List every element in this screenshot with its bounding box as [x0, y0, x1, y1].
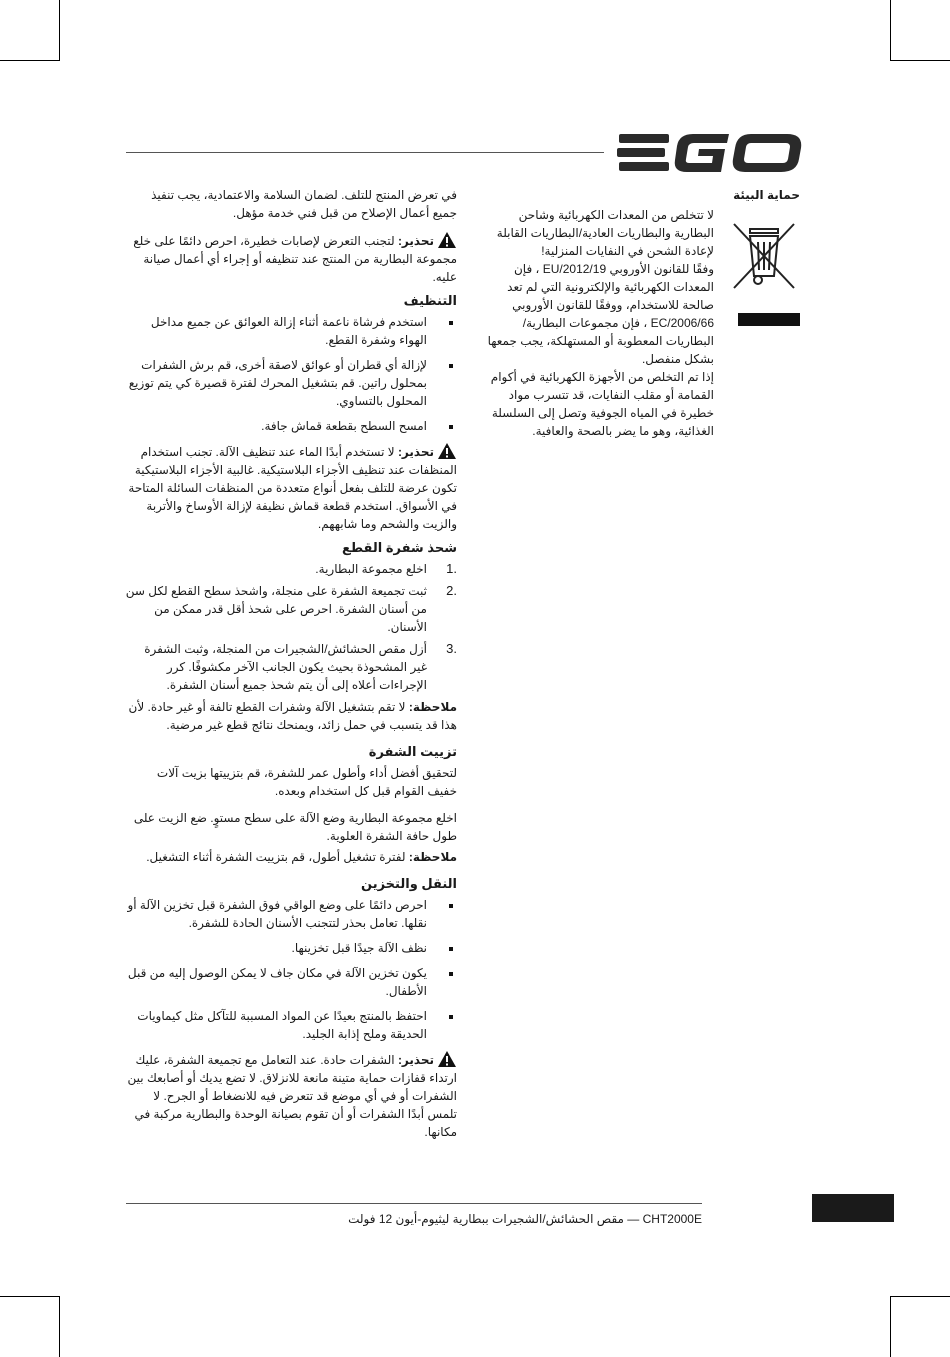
warning-triangle-icon [437, 442, 457, 460]
step-item [125, 560, 457, 578]
list-item: استخدم فرشاة ناعمة أثناء إزالة العوائق عن جميع مداخل الهواء وشفرة القطع. [125, 313, 457, 349]
list-item: امسح السطح بقطعة قماش جافة. [125, 417, 457, 435]
footer-rule [126, 1203, 702, 1204]
list-item: لإزالة أي قطران أو عوائق لاصقة أخرى، قم برش الشفرات بمحلول راتين. قم بتشغيل المحرك لفترة قصيرة كي يتم توزيع المحلول بالتساوي. [125, 356, 457, 410]
list-item: نظف الآلة جيدًا قبل تخزينها. [125, 939, 457, 957]
environment-section [478, 186, 800, 440]
step-number: 2. [446, 583, 457, 598]
environment-paragraph: إذا تم التخلص من الأجهزة الكهربائية في أكوام القمامة أو مقلب النفايات، قد تتسرب مواد خطيرة في المياه الجوفية وتصل إلى السلسلة الغذائية، وهو ما يضر بالصحة والعافية. [490, 370, 714, 438]
sharpening-heading: شحذ شفرة القطع [341, 540, 457, 555]
lubrication-paragraph: اخلع مجموعة البطارية وضع الآلة على سطح مستوٍ. ضع الزيت على طول حافة الشفرة العلوية. [133, 811, 457, 843]
footer-title: — مقص الحشائش/الشجيرات ببطارية ليثيوم-أيون 12 فولت [348, 1212, 643, 1226]
warning-water [125, 442, 457, 533]
note-label: ملاحظة: [408, 850, 457, 864]
list-item: احتفظ بالمنتج بعيدًا عن المواد المسببة للتآكل مثل كيماويات الحديقة وملح إذابة الجليد. [125, 1007, 457, 1043]
sharpening-note [125, 698, 457, 734]
warning-label: تحذير: [397, 445, 434, 459]
maintenance-section [125, 186, 457, 1147]
page-number-block [812, 1194, 894, 1222]
warning-label: تحذير: [397, 234, 434, 248]
step-text: أزل مقص الحشائش/الشجيرات من المنجلة، وثبت الشفرة غير المشحوذة بحيث يكون الجانب الآخر مكشوفًا. كرر الإجراءات أعلاه إلى أن يتم شحذ جميع أسنان الشفرة. [144, 642, 427, 692]
step-number: 3. [446, 641, 457, 656]
step-item [125, 640, 457, 694]
environment-title: حماية البيئة [733, 188, 800, 202]
warning-text: لا تستخدم أبدًا الماء عند تنظيف الآلة. تجنب استخدام المنظفات عند تنظيف الأجزاء البلاستيكية. غالبية الأجزاء البلاستيكية تكون عرضة للتلف بفعل أنواع متعددة من المنظفات السائلة المتاحة في الأسواق. استخدم قطعة قماش نظيفة لإزالة الأوساخ والأتربة والزيت والشحم وما شابههم. [128, 445, 457, 531]
note-label: ملاحظة: [408, 700, 457, 714]
warning-triangle-icon [437, 1050, 457, 1068]
warning-sharp-blades [125, 1050, 457, 1141]
note-text: لفترة تشغيل أطول، قم بتزييت الشفرة أثناء التشغيل. [146, 850, 409, 864]
sharpening-steps [125, 560, 457, 694]
environment-paragraph: لا تتخلص من المعدات الكهربائية وشاحن البطارية والبطاريات العادية/البطاريات القابلة لإعادة الشحن في النفايات المنزلية! [496, 208, 714, 258]
ego-logo [617, 132, 803, 174]
cleaning-heading: التنظيف [403, 293, 457, 308]
lubrication-heading: تزييت الشفرة [368, 744, 457, 759]
footer-product-title [330, 1212, 702, 1226]
crossed-out-wheelie-bin-icon [728, 220, 800, 292]
footer-model: CHT2000E [642, 1212, 702, 1226]
warning-text: الشفرات حادة. عند التعامل مع تجميعة الشفرة، عليك ارتداء قفازات حماية متينة مانعة للانزلاق. لا تضع يديك أو أصابعك بين الشفرات أو في أي موضع قد تتعرض فيه للانضغاط أو الجرح. لا تلمس أبدًا الشفرات أو أن تقوم بصيانة الوحدة والبطارية مركبة في مكانها. [127, 1053, 457, 1139]
storage-list [125, 896, 457, 1043]
list-item: يكون تخزين الآلة في مكان جاف لا يمكن الوصول إليه من قبل الأطفال. [125, 964, 457, 1000]
lubrication-paragraph: لتحقيق أفضل أداء وأطول عمر للشفرة، قم بتزييتها بزيت آلات خفيف القوام قبل كل استخدام وبعده. [156, 766, 457, 798]
step-text: اخلع مجموعة البطارية. [315, 562, 427, 576]
warning-text: لتجنب التعرض لإصابات خطيرة، احرص دائمًا على خلع مجموعة البطارية من المنتج عند تنظيفه أو إجراء أي أعمال صيانة عليه. [133, 234, 457, 284]
step-number: 1. [446, 561, 457, 576]
header-rule [126, 152, 604, 153]
warning-triangle-icon [437, 231, 457, 249]
note-text: لا تقم بتشغيل الآلة وشفرات القطع تالفة أو غير حادة. لأن هذا قد يتسبب في حمل زائد، ويمنحك نتائج قطع غير مرضية. [128, 700, 457, 732]
warning-label: تحذير: [397, 1053, 434, 1067]
lubrication-note [125, 848, 457, 866]
separate-collection-bar [738, 313, 800, 326]
list-item: احرص دائمًا على وضع الواقي فوق الشفرة قبل تخزين الآلة أو نقلها. تعامل بحذر لتتجنب الأسنان الحادة للشفرة. [125, 896, 457, 932]
step-text: ثبت تجميعة الشفرة على منجلة، واشحذ سطح القطع لكل سن من أسنان الشفرة. احرص على شحذ أقل قدر ممكن من الأسنان. [125, 584, 427, 634]
cleaning-list [125, 313, 457, 435]
environment-paragraph: وفقًا للقانون الأوروبي 2012/19/EU ، فإن المعدات الكهربائية والإلكترونية التي لم تعد صالحة للاستخدام، ووفقًا للقانون الأوروبي 2006/66/EC ، فإن مجموعات البطارية/ البطاريات المعطوبة أو المستهلكة، يجب جمعها بشكل منفصل. [487, 262, 714, 366]
storage-heading: النقل والتخزين [361, 876, 457, 891]
intro-paragraph: في تعرض المنتج للتلف. لضمان السلامة والاعتمادية، يجب تنفيذ جميع أعمال الإصلاح من قبل فني خدمة مؤهل. [151, 188, 457, 220]
warning-battery-removal [125, 231, 457, 286]
step-item [125, 582, 457, 636]
